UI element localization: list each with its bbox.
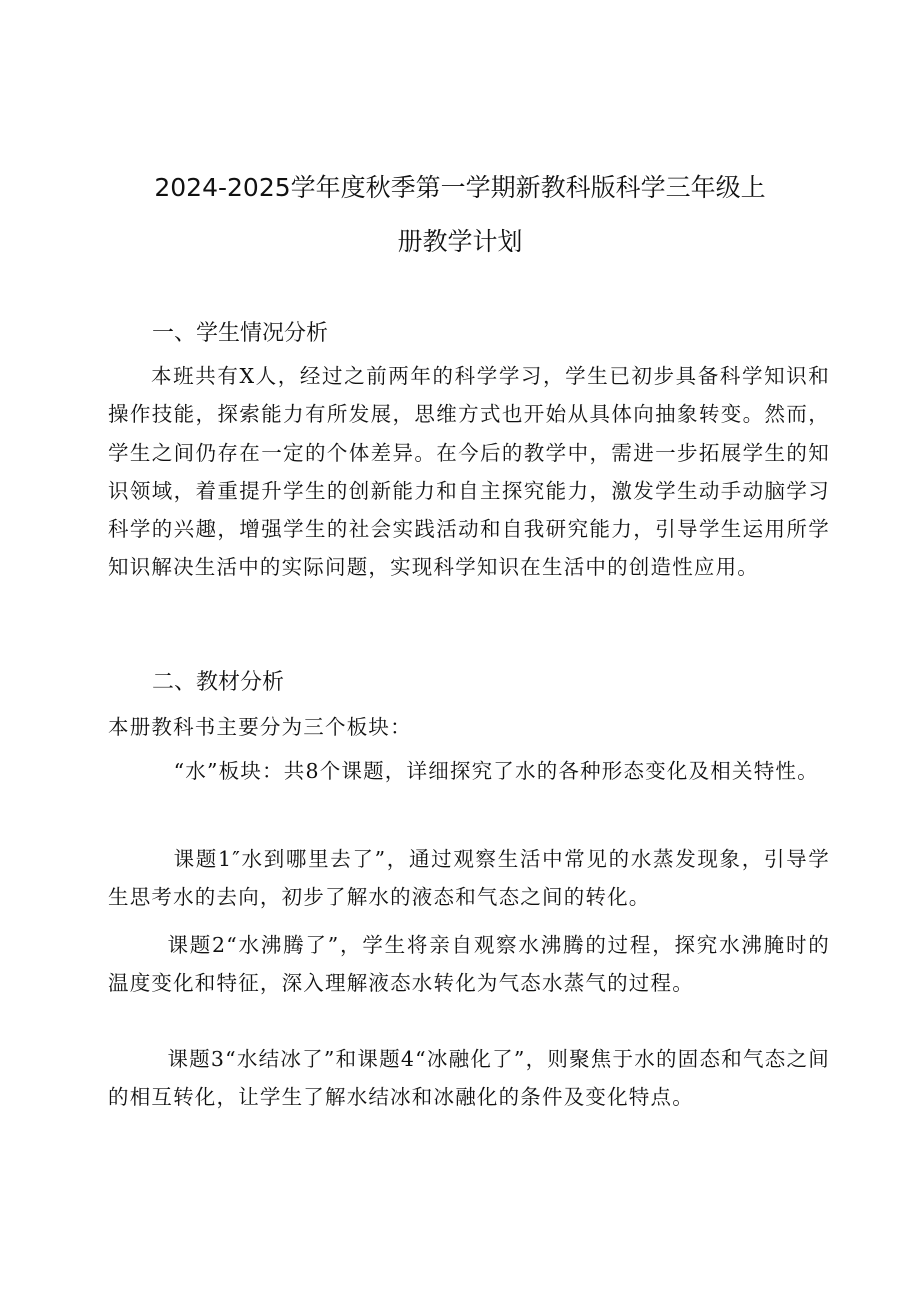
lesson-1-paragraph: 课题1″水到哪里去了”，通过观察生活中常见的水蒸发现象，引导学生思考水的去向，初步了解水的液态和气态之间的转化。 — [108, 847, 830, 910]
lesson-3-4-paragraph: 课题3“水结冰了”和课题4“冰融化了”，则聚焦于水的固态和气态之间的相互转化，让学生了解水结冰和冰融化的条件及变化特点。 — [108, 1047, 830, 1110]
document-title-line-2: 册教学计划 — [397, 227, 523, 256]
section-1-heading: 一、学生情况分析 — [152, 321, 329, 346]
section-2-heading: 二、教材分析 — [152, 670, 285, 695]
water-block-paragraph: “水”板块：共8个课题，详细探究了水的各种形态变化及相关特性。 — [173, 759, 819, 783]
section-1-paragraph: 本班共有X人，经过之前两年的科学学习，学生已初步具备科学知识和操作技能，探索能力有所发展，思维方式也开始从具体向抽象转变。然而，学生之间仍存在一定的个体差异。在今后的教学中，需进一步拓展学生的知识领域，着重提升学生的创新能力和自主探究能力，激发学生动手动脑学习科学的兴趣，增强学生的社会实践活动和自我研究能力，引导学生运用所学知识解决生活中的实际问题，实现科学知识在生活中的创造性应用。 — [108, 364, 830, 580]
section-2-intro: 本册教科书主要分为三个板块： — [108, 715, 412, 739]
lesson-2-paragraph: 课题2“水沸腾了”，学生将亲自观察水沸腾的过程，探究水沸腌时的温度变化和特征，深入理解液态水转化为气态水蒸气的过程。 — [108, 933, 830, 996]
document-title-line-1: 2024-2025学年度秋季第一学期新教科版科学三年级上 — [154, 173, 766, 202]
